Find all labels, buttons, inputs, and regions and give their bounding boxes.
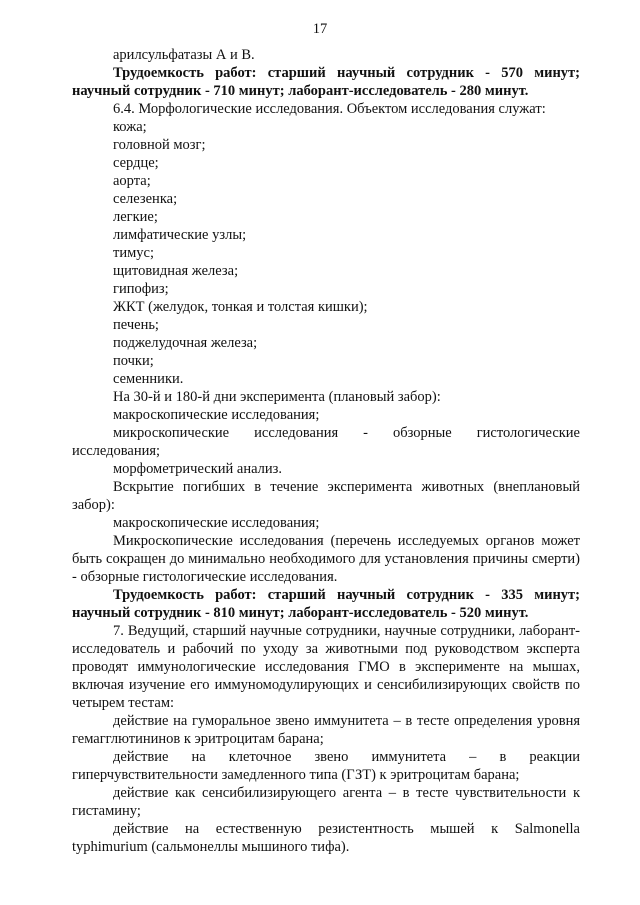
paragraph: На 30-й и 180-й дни эксперимента (плановый забор): [113,389,441,405]
paragraph: макроскопические исследования; [113,515,320,531]
paragraph: селезенка; [113,191,178,207]
paragraph: действие как сенсибилизирующего агента – в тесте чувствительности к гистамину; [72,785,580,819]
paragraph: действие на гуморальное звено иммунитета – в тесте определения уровня гемагглютининов к эритроцитам барана; [72,713,580,747]
paragraph: Трудоемкость работ: старший научный сотрудник - 335 минут; научный сотрудник - 810 минут; лаборант-исследователь - 520 минут. [72,587,580,621]
paragraph: семенники. [113,371,184,387]
paragraph: ЖКТ (желудок, тонкая и толстая кишки); [113,299,368,315]
document-body [72,46,580,856]
paragraph: арилсульфатазы А и В. [113,47,255,63]
paragraph: легкие; [113,209,158,225]
paragraph: макроскопические исследования; [113,407,320,423]
paragraph: Трудоемкость работ: старший научный сотрудник - 570 минут; научный сотрудник - 710 минут; лаборант-исследователь - 280 минут. [72,65,580,99]
paragraph: микроскопические исследования - обзорные гистологические исследования; [72,425,580,459]
paragraph: 6.4. Морфологические исследования. Объектом исследования служат: [113,101,546,117]
paragraph: щитовидная железа; [113,263,239,279]
paragraph: 7. Ведущий, старший научные сотрудники, научные сотрудники, лаборант-исследователь и рабочий по уходу за животными под руководством эксперта проводят иммунологические исследования ГМО в эксперименте на мышах, включая изучение его иммуномодулирующих и сенсибилизирующих свойств по четырем тестам: [72,623,580,711]
paragraph: почки; [113,353,154,369]
paragraph: печень; [113,317,159,333]
paragraph: головной мозг; [113,137,206,153]
paragraph: морфометрический анализ. [113,461,283,477]
paragraph: Вскрытие погибших в течение эксперимента животных (внеплановый забор): [72,479,580,513]
paragraph: действие на клеточное звено иммунитета – в реакции гиперчувствительности замедленного типа (ГЗТ) к эритроцитам барана; [72,749,580,783]
paragraph: поджелудочная железа; [113,335,258,351]
paragraph: кожа; [113,119,147,135]
paragraph: гипофиз; [113,281,169,297]
paragraph: действие на естественную резистентность мышей к Salmonella typhimurium (сальмонеллы мышиного тифа). [72,821,580,855]
paragraph: сердце; [113,155,159,171]
paragraph: Микроскопические исследования (перечень исследуемых органов может быть сокращен до минимально необходимого для установления причины смерти) - обзорные гистологические исследования. [72,533,580,585]
paragraph: аорта; [113,173,151,189]
paragraph: лимфатические узлы; [113,227,247,243]
page-number: 17 [312,21,328,37]
paragraph: тимус; [113,245,154,261]
